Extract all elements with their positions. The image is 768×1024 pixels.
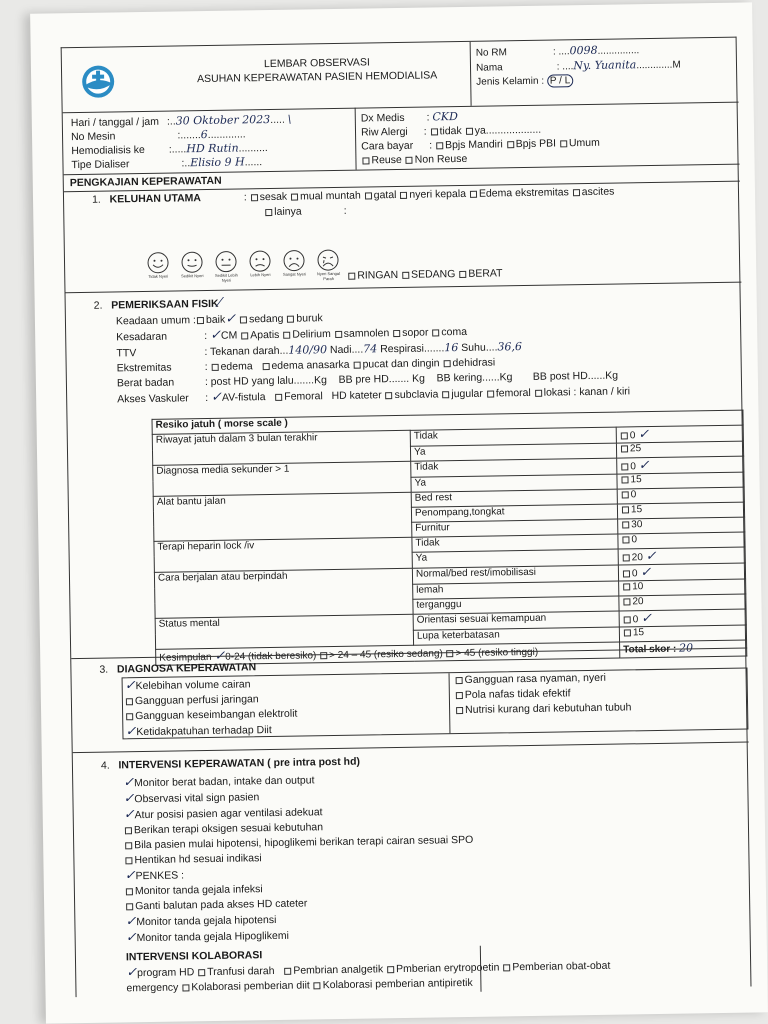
hospital-logo-icon <box>80 63 117 100</box>
pain-face-4[interactable]: Sangat Nyeri <box>281 249 307 276</box>
session-info: Hari / tanggal / jam :..30 Oktober 2023..... \ No Mesin :.......6............. Hemodialisis ke :.....HD Rutin.......... Tipe Dialiser :..Elisio 9 H...... <box>70 112 292 172</box>
face-slight-frown-icon <box>249 250 271 272</box>
intervensi-item[interactable]: ✓Observasi vital sign pasien <box>123 791 260 807</box>
medical-info: Dx Medis : CKD Riw Alergi : tidak ya................... Cara bayar : Bpjs Mandiri Bpjs PBI Umum Reuse Non Reuse <box>360 110 600 167</box>
td-value[interactable]: 140/90 <box>288 343 328 357</box>
hd-ke-value[interactable]: HD Rutin <box>186 141 239 156</box>
face-frown-icon <box>283 249 305 271</box>
hd-ke-label: Hemodialisis ke <box>71 143 145 158</box>
score-cell[interactable]: 30 <box>618 517 745 534</box>
pengkajian-heading: PENGKAJIAN KEPERAWATAN <box>69 174 222 190</box>
dialiser-label: Tipe Dialiser <box>71 158 130 172</box>
intervensi-item[interactable]: ✓Monitor tanda gejala hipotensi <box>125 913 277 930</box>
intervensi-item[interactable]: ✓PENKES : <box>124 868 185 884</box>
intervensi-item[interactable]: Hentikan hd sesuai indikasi <box>124 848 473 868</box>
no-rm-label: No RM <box>475 47 507 59</box>
checkbox[interactable] <box>362 157 369 164</box>
resp-value[interactable]: 16 <box>444 341 459 355</box>
dx-value[interactable]: CKD <box>432 110 458 124</box>
diagnosa-item[interactable]: Pola nafas tidak efektif <box>455 685 632 703</box>
diagnosa-box <box>122 668 749 740</box>
pemeriksaan-fisik: 2. PEMERIKSAAN FISIK⁄ Keadaan umum : baik✓ sedang buruk Kesadaran : ✓CM Apatis Delirium samnolen sopor coma TTV : Tekanan darah...140/90 Nadi....74 Respirasi.......16 Suhu....36,6 Ekstremitas : edema edema anasarka pucat dan dingin dehidrasi Berat badan : post HD yang lalu.......Kg BB pre HD....... Kg BB kering......Kg BB post HD......Kg Akses Vaskuler : ✓AV-fistula Femoral HD kateter subclavia jugular femoral lokasi : kanan / kiri <box>93 295 631 406</box>
checkbox[interactable] <box>436 142 443 149</box>
pain-level-row: RINGAN SEDANG BERAT <box>347 267 502 281</box>
checkbox[interactable] <box>430 128 437 135</box>
fisik-title: PEMERIKSAAN FISIK <box>111 297 219 312</box>
face-smile-icon <box>147 252 169 274</box>
intervensi-item[interactable]: Berikan terapi oksigen sesuai kebutuhan <box>124 818 473 838</box>
nama-value[interactable]: Ny. Yuanita <box>573 58 637 73</box>
face-slight-smile-icon <box>181 251 203 273</box>
intervensi-item[interactable]: ✓Monitor berat badan, intake dan output <box>123 774 315 791</box>
score-cell[interactable]: 0 <box>618 532 745 549</box>
score-cell[interactable]: 10 <box>619 579 746 596</box>
checkbox[interactable] <box>560 140 567 147</box>
score-cell[interactable]: 0 ✓ <box>616 425 743 443</box>
jenis-kelamin-label: Jenis Kelamin <box>476 75 539 88</box>
kolaborasi-list: ✓program HD Tranfusi darah Pembrian analgetik Pmberian erytropoetin Pemberian obat-obat emergency Kolaborasi pemberian diit Kolaborasi pemberian antipiretik <box>126 959 611 995</box>
intervensi-list <box>123 770 475 946</box>
intervensi-item[interactable]: ✓Monitor tanda gejala Hipoglikemi <box>125 929 289 946</box>
score-cell[interactable]: 0 <box>617 487 744 504</box>
lainya-row: lainya : <box>264 205 347 218</box>
score-cell[interactable]: 15 <box>617 502 744 519</box>
face-crying-icon <box>317 249 339 271</box>
diagnosa-item[interactable]: Gangguan perfusi jaringan <box>125 692 297 710</box>
form-frame <box>61 37 752 998</box>
morse-scale-table: Resiko jatuh ( morse scale ) Riwayat jatuh dalam 3 bulan terakhir Tidak 0 ✓ Ya 25 Diagnosa media sekunder > 1 Tidak 0 ✓ Ya 15 Alat bantu jalan Bed rest 0 Penompang,tongkat 15 Furnitur 30 Terapi heparin lock /iv Tidak 0 Ya 20 ✓ Cara berjalan atau berpindah Normal/bed rest/imobilisasi 0 ✓ lemah 10 terganggu 20 Status mental Orientasi sesuai kemampuan 0 ✓ Lupa keterbatasan 15 Kesimpulan ✓0-24 (tidak beresiko) > 24 – 45 (resiko sedang) > 45 (resiko tinggi) Total skor : 20 <box>151 410 747 666</box>
form-sheet <box>30 2 768 1023</box>
morse-title: Resiko jatuh ( morse scale ) <box>152 410 743 434</box>
score-cell[interactable]: 0 ✓ <box>619 609 746 627</box>
nadi-value[interactable]: 74 <box>363 342 378 356</box>
title-line2: ASUHAN KEPERAWATAN PASIEN HEMODIALISA <box>196 69 438 86</box>
hari-label: Hari / tanggal / jam <box>70 115 160 130</box>
total-score[interactable]: Total skor : 20 <box>620 640 747 658</box>
pain-face-2[interactable]: Sedikit Lebih Nyeri <box>213 250 239 282</box>
dialiser-value[interactable]: Elisio 9 H <box>190 155 245 170</box>
form-title <box>172 54 462 87</box>
diagnosa-item[interactable]: Nutrisi kurang dari kebutuhan tubuh <box>455 700 632 718</box>
cara-bayar-label: Cara bayar <box>361 139 414 153</box>
diagnosa-title: 3. DIAGNOSA KEPERAWATAN <box>99 661 257 676</box>
kolaborasi-title: INTERVENSI KOLABORASI <box>125 949 263 964</box>
nama-label: Nama <box>475 62 503 74</box>
face-neutral-icon <box>215 251 237 273</box>
score-cell[interactable]: 25 <box>616 441 743 458</box>
hari-value[interactable]: 30 Oktober 2023 <box>175 112 271 128</box>
no-rm-value[interactable]: 0098 <box>569 43 598 58</box>
score-cell[interactable]: 20 ✓ <box>618 547 745 565</box>
diagnosa-item[interactable]: Gangguan rasa nyaman, nyeri <box>455 670 632 688</box>
diagnosa-right <box>455 670 632 718</box>
diagnosa-item[interactable]: ✓Ketidakpatuhan terhadap Diit <box>125 724 272 740</box>
kesimpulan-row: Kesimpulan ✓0-24 (tidak beresiko) > 24 – 45 (resiko sedang) > 45 (resiko tinggi) <box>156 642 620 665</box>
title-line1: LEMBAR OBSERVASI <box>263 56 370 71</box>
pain-face-1[interactable]: Sedikit Nyeri <box>179 251 205 278</box>
checkbox[interactable] <box>406 156 413 163</box>
mesin-value[interactable]: 6 <box>200 127 208 142</box>
score-cell[interactable]: 0 ✓ <box>617 456 744 474</box>
mesin-label: No Mesin <box>70 130 116 144</box>
score-cell[interactable]: 20 <box>619 594 746 611</box>
intervensi-item[interactable]: Monitor tanda gejala infeksi <box>125 879 474 899</box>
score-cell[interactable]: 15 <box>617 472 744 489</box>
diagnosa-item[interactable]: Gangguan keseimbangan elektrolit <box>125 707 297 725</box>
keluhan-title: KELUHAN UTAMA <box>109 192 202 206</box>
intervensi-item[interactable]: ✓Atur posisi pasien agar ventilasi adekuat <box>123 806 323 823</box>
pain-face-3[interactable]: Lebih Nyeri <box>247 250 273 277</box>
diagnosa-item[interactable]: ✓Kelebihan volume cairan <box>124 678 251 694</box>
suhu-value[interactable]: 36,6 <box>497 340 523 354</box>
alergi-label: Riw Alergi <box>360 125 408 139</box>
dx-label: Dx Medis <box>360 111 405 125</box>
jenis-kelamin-value[interactable]: P / L <box>547 74 574 87</box>
keluhan-row: 1. KELUHAN UTAMA : sesak mual muntah gatal nyeri kepala Edema ekstremitas ascites <box>91 185 615 206</box>
pain-scale <box>145 249 347 284</box>
patient-id-block: No RM : ....0098............... Nama : ....Ny. Yuanita.............M Jenis Kelamin : P / L <box>475 43 681 88</box>
score-cell[interactable]: 15 <box>619 625 746 642</box>
nama-suffix: M <box>672 59 681 71</box>
pain-face-0[interactable]: Tidak Nyeri <box>145 252 171 279</box>
pain-face-5[interactable]: Nyeri Sangat Parah <box>315 249 341 281</box>
intervensi-item[interactable]: Bila pasien mulai hipotensi, hipoglikemi berikan terapi cairan sesuai SPO <box>124 833 473 853</box>
score-cell[interactable]: 0 ✓ <box>618 563 745 581</box>
intervensi-item[interactable]: Ganti balutan pada akses HD cateter <box>125 894 474 914</box>
intervensi-title: 4. INTERVENSI KEPERAWATAN ( pre intra post hd) <box>100 755 361 772</box>
checkbox[interactable] <box>466 128 473 135</box>
checkbox[interactable] <box>507 141 514 148</box>
diagnosa-left <box>125 676 298 741</box>
